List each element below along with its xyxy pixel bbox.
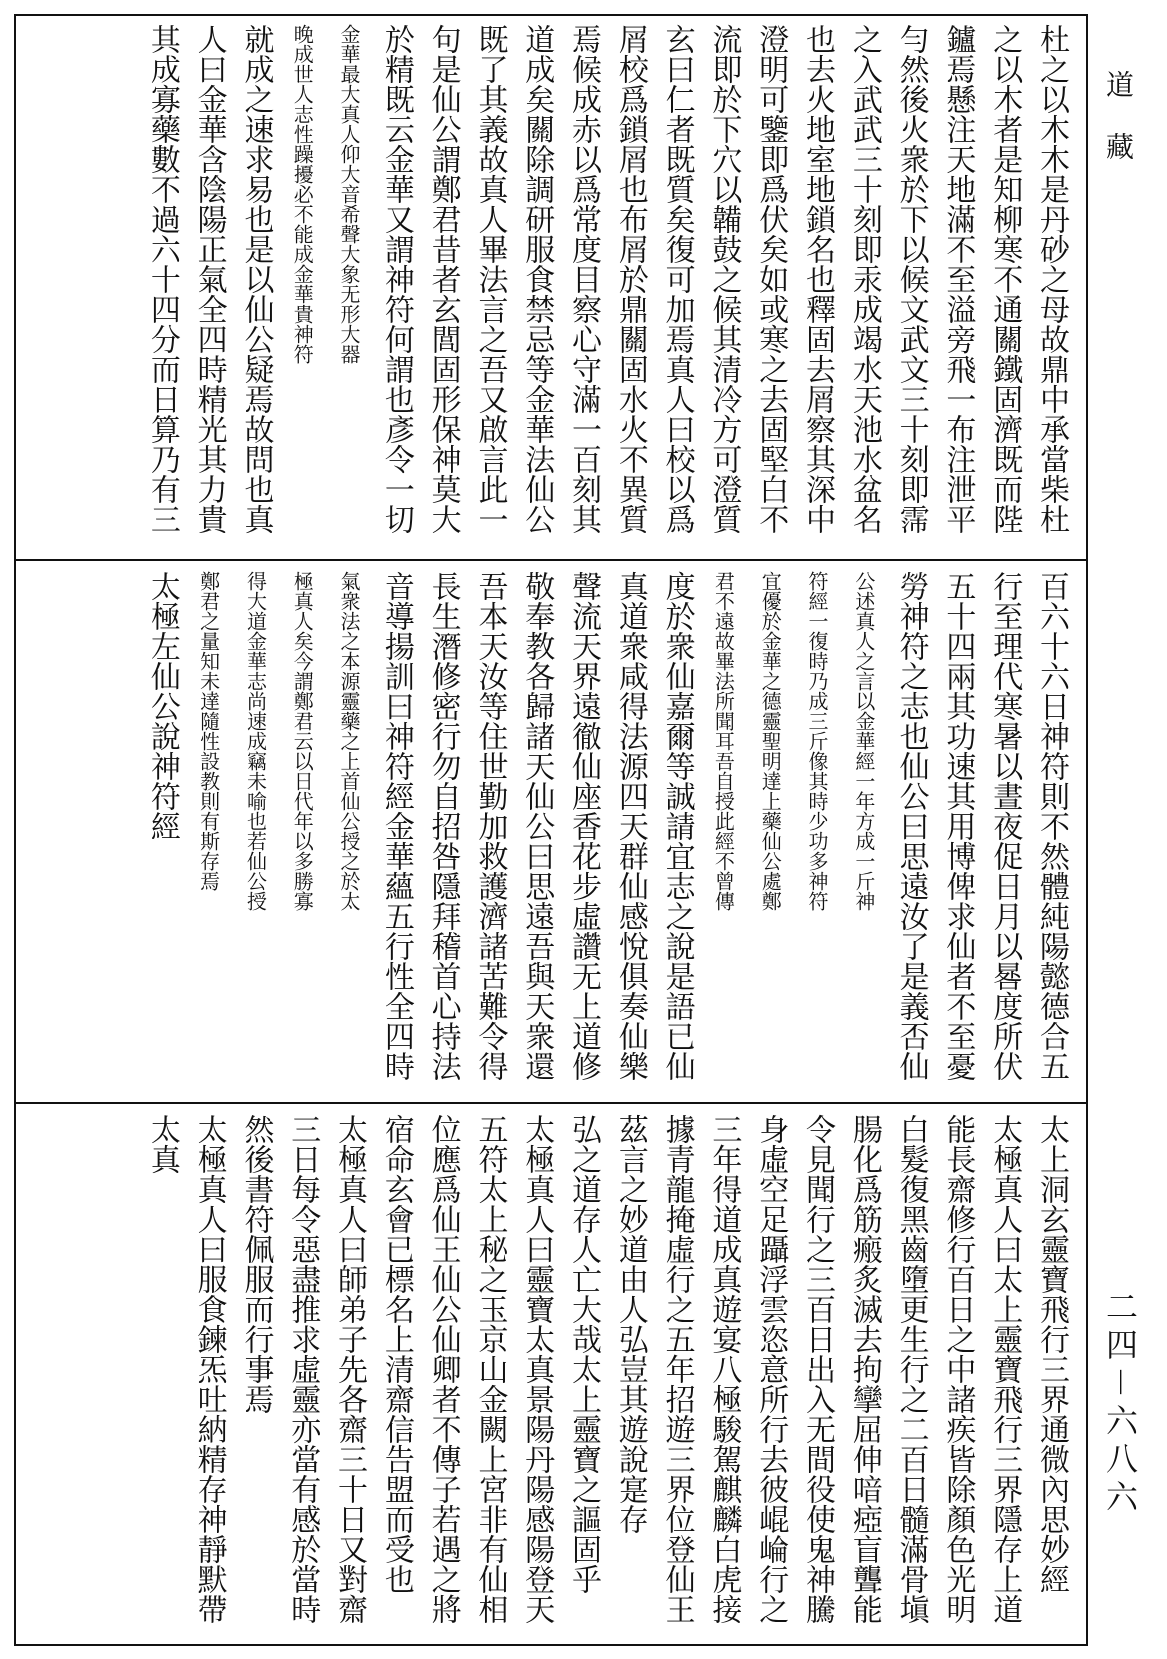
text-column: 勞神符之志也仙公曰思遠汝了是義否仙 — [893, 571, 929, 1081]
text-column: 聲流天界遠徹仙座香花步虛讚无上道修 — [566, 571, 602, 1081]
text-column: 君不遠故畢法所聞耳吾自授此經不曾傳 — [711, 571, 736, 911]
text-column: 音導揚訓曰神符經金華蘊五行性全四時 — [378, 571, 414, 1081]
text-column: 氣衆法之本源靈藥之上首仙公授之於太 — [337, 571, 362, 911]
text-panel-middle — [14, 559, 1088, 1102]
text-column: 白髮復黑齒墮更生行之二百日髓滿骨塡 — [893, 1114, 929, 1624]
text-column: 其成寡藥數不過六十四分而日算乃有三 — [144, 24, 180, 534]
text-column: 太極左仙公說神符經 — [144, 571, 180, 841]
text-column: 之入武武三十刻即汞成竭水天池水盆名 — [846, 24, 882, 534]
text-column: 宜優於金華之德靈聖明達上藥仙公處鄭 — [758, 571, 783, 911]
text-column: 得大道金華志尚速成竊未喻也若仙公授 — [243, 571, 268, 911]
text-panel-top — [14, 14, 1088, 559]
text-column: 道成矣關除調研服食禁忌等金華法仙公 — [519, 24, 555, 534]
text-column: 極真人矣今謂鄭君云以日代年以多勝寡 — [290, 571, 315, 911]
text-column: 於精既云金華又謂神符何謂也彥令一切 — [378, 24, 414, 534]
text-column: 五符太上秘之玉京山金闕上宮非有仙相 — [472, 1114, 508, 1624]
text-column: 太極真人曰服食鍊炁吐納精存神靜默帶 — [191, 1114, 227, 1624]
text-column: 度於衆仙嘉爾等誠請宜志之說是語已仙 — [659, 571, 695, 1081]
text-column: 太真 — [144, 1114, 180, 1174]
text-column: 鄭君之量知未達隨性設教則有斯存焉 — [196, 571, 221, 891]
text-column: 五十四兩其功速其用博俾求仙者不至憂 — [940, 571, 976, 1081]
text-column: 令見聞行之三百日出入无間役使鬼神騰 — [800, 1114, 836, 1624]
text-column: 之以木者是知柳寒不通關鐵固濟既而陛 — [987, 24, 1023, 534]
text-column: 人曰金華含陰陽正氣全四時精光其力貴 — [191, 24, 227, 534]
text-column: 三年得道成真遊宴八極駿駕麒麟白虎接 — [706, 1114, 742, 1624]
text-column: 能長齋修行百日之中諸疾皆除顏色光明 — [940, 1114, 976, 1624]
text-panel-bottom — [14, 1102, 1088, 1646]
text-column: 太極真人曰師弟子先各齋三十日又對齋 — [332, 1114, 368, 1624]
text-column: 太極真人曰太上靈寶飛行三界隱存上道 — [987, 1114, 1023, 1624]
text-column: 句是仙公謂鄭君昔者玄閭固形保神莫大 — [425, 24, 461, 534]
text-column: 吾本天汝等住世勤加救護濟諸苦難令得 — [472, 571, 508, 1081]
text-column: 晚成世人志性躁擾必不能成金華貴神符 — [290, 24, 315, 364]
column-group — [28, 1114, 1074, 1636]
text-column: 茲言之妙道由人弘豈其遊說寔存 — [612, 1114, 648, 1534]
text-column: 流即於下穴以韛鼓之候其清冷方可澄質 — [706, 24, 742, 534]
collection-title: 道藏 — [1102, 70, 1135, 194]
text-column: 位應爲仙王仙公仙卿者不傳子若遇之將 — [425, 1114, 461, 1624]
text-column: 公述真人之言以金華經一年方成一斤神 — [851, 571, 876, 911]
text-column: 弘之道存人亡大哉太上靈寶之謳固乎 — [566, 1114, 602, 1594]
text-column: 焉候成赤以爲常度目察心守滿一百刻其 — [566, 24, 602, 534]
text-column: 杜之以木木是丹砂之母故鼎中承當柴杜 — [1034, 24, 1069, 534]
text-column: 符經一復時乃成三斤像其時少功多神符 — [805, 571, 830, 911]
text-column: 就成之速求易也是以仙公疑焉故問也真 — [238, 24, 274, 534]
page-number: 二四－六八六 — [1101, 1290, 1139, 1519]
text-column: 長生潛修密行勿自招咎隱拜稽首心持法 — [425, 571, 461, 1081]
text-column: 金華最大真人仰大音希聲大象无形大器 — [337, 24, 362, 364]
text-column: 行至理代寒暑以晝夜促日月以晷度所伏 — [987, 571, 1023, 1081]
column-group — [28, 571, 1074, 1092]
text-column: 玄曰仁者既質矣復可加焉真人曰校以爲 — [659, 24, 695, 534]
text-column: 然後書符佩服而行事焉 — [238, 1114, 274, 1414]
text-column: 敬奉教各歸諸天仙公曰思遠吾與天衆還 — [519, 571, 555, 1081]
text-column: 據青龍掩虛行之五年招遊三界位登仙王 — [659, 1114, 695, 1624]
text-column: 宿命玄會已標名上清齋信告盟而受也 — [378, 1114, 414, 1594]
text-column: 太極真人曰靈寶太真景陽丹陽感陽登天 — [519, 1114, 555, 1624]
text-column: 真道衆咸得法源四天群仙感悅俱奏仙樂 — [612, 571, 648, 1081]
column-group — [28, 24, 1074, 549]
text-column: 澄明可鑒即爲伏矣如或寒之去固堅白不 — [753, 24, 789, 534]
text-column: 既了其義故真人畢法言之吾又啟言此一 — [472, 24, 508, 534]
text-column: 勻然後火衆於下以候文武文三十刻即霈 — [893, 24, 929, 534]
text-column: 三日每令惡盡推求虛靈亦當有感於當時 — [285, 1114, 321, 1624]
text-column: 身虛空足躡浮雲恣意所行去彼崐崘行之 — [753, 1114, 789, 1624]
text-column: 太上洞玄靈寶飛行三界通微內思妙經 — [1034, 1114, 1069, 1594]
text-column: 屑校爲鎖屑也布屑於鼎關固水火不異質 — [612, 24, 648, 534]
text-column: 也去火地室地鎖名也釋固去屑察其深中 — [800, 24, 836, 534]
text-column: 腸化爲筋瘢炙滅去拘攣屈伸喑瘂盲聾能 — [846, 1114, 882, 1624]
text-column: 鑪焉懸注天地滿不至溢旁飛一布注泄平 — [940, 24, 976, 534]
text-column: 百六十六日神符則不然體純陽懿德合五 — [1034, 571, 1069, 1081]
